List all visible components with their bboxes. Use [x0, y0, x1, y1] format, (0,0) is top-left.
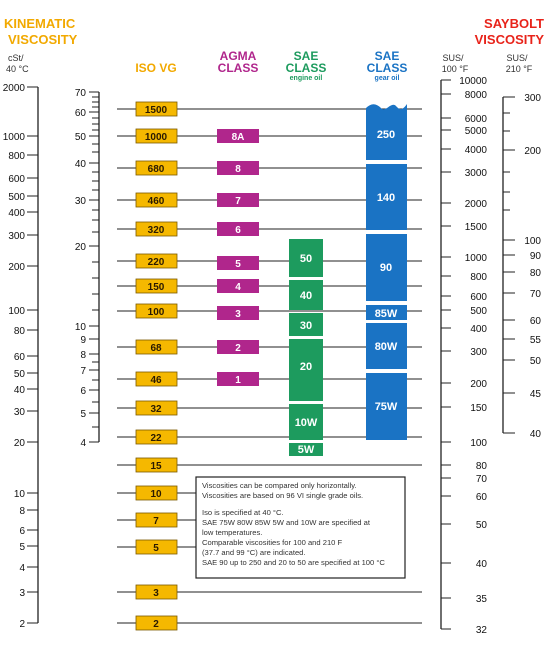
sae-engine-label: 10W: [294, 417, 318, 429]
iso-vg-column: [136, 102, 177, 630]
agma-class-label: 4: [235, 282, 241, 293]
iso-grade-label: 100: [147, 307, 165, 318]
sae-engine-header-line1: SAE: [293, 49, 319, 63]
sae-engine-label: 5W: [297, 444, 315, 456]
iso-grade-label: 10: [150, 489, 162, 500]
cst-40c-label: 3: [19, 588, 25, 599]
kinematic-unit-line2: 40 °C: [6, 64, 29, 74]
note-line: Viscosities are based on 96 VI single grade oils.: [202, 491, 364, 500]
agma-class-label: 1: [235, 375, 241, 386]
sus-210f-label: 80: [529, 268, 541, 279]
cst-40c-label: 30: [13, 407, 25, 418]
agma-class-label: 6: [235, 225, 241, 236]
sus-100f-label: 5000: [464, 126, 487, 137]
cst-40c-label: 400: [8, 208, 25, 219]
agma-class-label: 3: [235, 309, 241, 320]
saybolt-title-line2: VISCOSITY: [474, 32, 544, 47]
sus-100f-label: 6000: [464, 114, 487, 125]
saybolt-title-line1: SAYBOLT: [484, 16, 544, 31]
chart-header: [4, 16, 544, 82]
agma-column: [217, 129, 259, 386]
agma-class-label: 5: [235, 259, 241, 270]
sus-100f-label: 8000: [464, 90, 487, 101]
iso-grade-label: 32: [150, 404, 162, 415]
sus-100f-label: 150: [470, 403, 487, 414]
agma-class-label: 2: [235, 343, 241, 354]
sae-gear-label: 80W: [374, 341, 398, 353]
sus-100f-label: 80: [475, 461, 487, 472]
kinematic-title-line1: KINEMATIC: [4, 16, 76, 31]
iso-grade-label: 680: [147, 164, 165, 175]
cst-100c-label: 50: [74, 132, 86, 143]
sus-100f-label: 400: [470, 324, 487, 335]
cst-100c-label: 10: [74, 322, 86, 333]
sus-100f-label: 10000: [459, 76, 487, 87]
sus210-unit-line2: 210 °F: [505, 64, 533, 74]
cst-40c-label: 60: [13, 352, 25, 363]
cst-100c-label: 8: [80, 350, 86, 361]
cst-40c-label: 20: [13, 438, 25, 449]
notes-box: [196, 477, 405, 578]
cst-40c-label: 2: [19, 619, 25, 630]
sus-210f-label: 70: [529, 289, 541, 300]
kinematic-unit-line1: cSt/: [8, 53, 24, 63]
note-line: Comparable viscosities for 100 and 210 F: [202, 538, 343, 547]
sus-100f-label: 600: [470, 292, 487, 303]
note-line: SAE 90 up to 250 and 20 to 50 are specified at 100 °C: [202, 558, 385, 567]
note-line: SAE 75W 80W 85W 5W and 10W are specified at: [202, 518, 370, 527]
iso-grade-label: 460: [147, 196, 165, 207]
sus100-unit-line2: 100 °F: [441, 64, 469, 74]
sus-210f-label: 40: [529, 429, 541, 440]
cst-40c-label: 80: [13, 326, 25, 337]
sus-210f-label: 55: [529, 335, 541, 346]
iso-grade-label: 15: [150, 461, 162, 472]
sae-gear-label: 75W: [374, 401, 398, 413]
agma-class-label: 8A: [231, 132, 245, 143]
cst-40c-scale: [3, 83, 38, 630]
cst-40c-label: 40: [13, 385, 25, 396]
sae-engine-label: 20: [299, 361, 313, 373]
sae-gear-label: 90: [379, 262, 393, 274]
cst-100c-label: 9: [80, 335, 86, 346]
note-line: Iso is specified at 40 °C.: [202, 508, 284, 517]
cst-40c-label: 600: [8, 174, 25, 185]
sus-100f-label: 800: [470, 272, 487, 283]
cst-40c-label: 100: [8, 306, 25, 317]
sus-100f-label: 60: [475, 492, 487, 503]
iso-grade-label: 150: [147, 282, 165, 293]
cst-40c-label: 300: [8, 231, 25, 242]
cst-40c-label: 500: [8, 192, 25, 203]
cst-40c-label: 8: [19, 506, 25, 517]
cst-100c-label: 70: [74, 88, 86, 99]
cst-40c-label: 200: [8, 262, 25, 273]
sus-100f-scale: [441, 76, 487, 636]
sae-gear-label: 85W: [374, 308, 398, 320]
sus-100f-label: 40: [475, 559, 487, 570]
iso-grade-label: 5: [153, 543, 159, 554]
cst-100c-label: 4: [80, 438, 86, 449]
cst-40c-label: 10: [13, 489, 25, 500]
sus-100f-label: 500: [470, 306, 487, 317]
sae-engine-header-line2: CLASS: [285, 61, 327, 75]
agma-header-line1: AGMA: [219, 49, 257, 63]
sus-100f-label: 50: [475, 520, 487, 531]
note-line: low temperatures.: [202, 528, 263, 537]
agma-header-line2: CLASS: [217, 61, 259, 75]
sae-gear-header-line3: gear oil: [374, 75, 400, 82]
iso-grade-label: 46: [150, 375, 162, 386]
sae-engine-label: 30: [299, 320, 313, 332]
cst-100c-label: 60: [74, 108, 86, 119]
sae-engine-label: 50: [299, 253, 313, 265]
sus-100f-label: 1500: [464, 222, 487, 233]
sus-100f-label: 1000: [464, 253, 487, 264]
sus-210f-label: 100: [524, 236, 541, 247]
cst-100c-label: 6: [80, 386, 86, 397]
iso-grade-label: 1500: [144, 105, 168, 116]
cst-100c-label: 30: [74, 196, 86, 207]
sae-gear-header-line2: CLASS: [366, 61, 408, 75]
sus-100f-label: 4000: [464, 145, 487, 156]
iso-grade-label: 320: [147, 225, 165, 236]
iso-grade-label: 7: [153, 516, 159, 527]
sus-100f-label: 3000: [464, 168, 487, 179]
sus-100f-label: 70: [475, 474, 487, 485]
iso-vg-header: ISO VG: [135, 61, 177, 75]
sus-210f-label: 200: [524, 146, 541, 157]
sus-100f-label: 200: [470, 379, 487, 390]
sae-gear-column: [366, 104, 407, 440]
iso-grade-label: 68: [150, 343, 162, 354]
sus100-unit-line1: SUS/: [442, 53, 464, 63]
cst-40c-label: 50: [13, 369, 25, 380]
sus-210f-scale: [503, 93, 541, 440]
iso-grade-label: 220: [147, 257, 165, 268]
sae-gear-header-line1: SAE: [374, 49, 400, 63]
note-line: Viscosities can be compared only horizontally.: [202, 481, 357, 490]
sus-100f-label: 2000: [464, 199, 487, 210]
sae-engine-label: 40: [299, 290, 313, 302]
sae-engine-header-line3: engine oil: [289, 75, 323, 82]
cst-40c-label: 4: [19, 563, 25, 574]
sae-gear-label: 140: [376, 192, 396, 204]
sus-210f-label: 45: [529, 389, 541, 400]
sae-engine-column: [289, 239, 323, 456]
cst-100c-label: 40: [74, 159, 86, 170]
agma-class-label: 8: [235, 164, 241, 175]
sus-210f-label: 90: [529, 251, 541, 262]
cst-40c-label: 5: [19, 542, 25, 553]
cst-100c-scale: [75, 88, 99, 449]
cst-40c-label: 2000: [2, 83, 25, 94]
sus-100f-label: 100: [470, 438, 487, 449]
cst-40c-label: 6: [19, 526, 25, 537]
cst-100c-label: 5: [80, 409, 86, 420]
sus-100f-label: 35: [475, 594, 487, 605]
cst-100c-label: 20: [74, 242, 86, 253]
sus-100f-label: 300: [470, 347, 487, 358]
kinematic-title-line2: VISCOSITY: [8, 32, 78, 47]
agma-class-label: 7: [235, 196, 241, 207]
sus-210f-label: 60: [529, 316, 541, 327]
sus-210f-label: 300: [524, 93, 541, 104]
iso-grade-label: 22: [150, 433, 162, 444]
cst-100c-label: 7: [80, 366, 86, 377]
sus210-unit-line1: SUS/: [506, 53, 528, 63]
sus-210f-label: 50: [529, 356, 541, 367]
iso-grade-label: 3: [153, 588, 159, 599]
sus-100f-label: 32: [475, 625, 487, 636]
note-line: (37.7 and 99 °C) are indicated.: [202, 548, 306, 557]
cst-40c-label: 800: [8, 151, 25, 162]
cst-40c-label: 1000: [2, 132, 25, 143]
sae-gear-label: 250: [376, 129, 396, 141]
iso-grade-label: 2: [153, 619, 159, 630]
iso-grade-label: 1000: [144, 132, 168, 143]
